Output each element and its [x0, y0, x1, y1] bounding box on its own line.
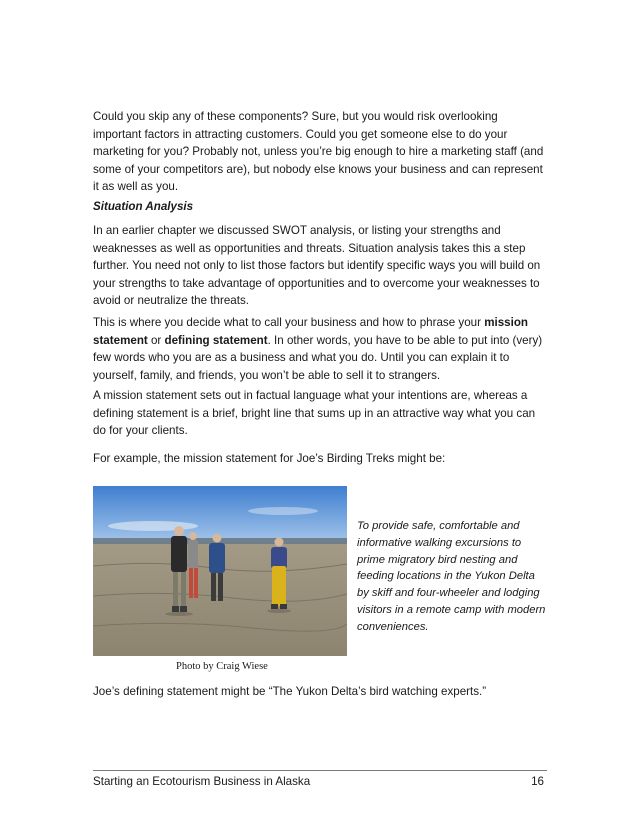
- situation-paragraph-3: A mission statement sets out in factual language what your intentions are, whereas a defining statement is a brief, bright line that sums up in an attractive way what you can do for your clients.: [93, 389, 536, 437]
- situation-paragraph-4: For example, the mission statement for Joe’s Birding Treks might be:: [93, 452, 446, 465]
- section-heading: Situation Analysis: [93, 200, 194, 213]
- birders-photo: [93, 486, 347, 656]
- situation-paragraph-2: [93, 314, 548, 384]
- mission-statement-quote: To provide safe, comfortable and informative walking excursions to prime migratory bird nesting and feeding locations in the Yukon Delta by skiff and four-wheeler and lodging visitors in a remote camp with modern conveniences.: [357, 520, 546, 633]
- page-number: 16: [531, 775, 544, 788]
- situation-paragraph-1: In an earlier chapter we discussed SWOT analysis, or listing your strengths and weaknesses as well as opportunities and threats. Situation analysis takes this a step further. You need not only to list those factors but identify specific ways you will build on your strengths to take advantage of opportunities and to overcome your weaknesses to avoid or neutralize the threats.: [93, 224, 541, 307]
- photo-caption: Photo by Craig Wiese: [176, 661, 268, 672]
- p2-text-c: or: [147, 333, 165, 347]
- person-figure-4: [271, 538, 287, 610]
- p2-text-d: . In other words, you have to be able to put into (very) few words who you are as a business and what you do. Until you can explain it to yourself, family, and friends, you won’t be able to sell it to strangers.: [93, 333, 543, 382]
- footer-divider: [93, 770, 547, 771]
- person-figure-2: [188, 532, 198, 598]
- defining-statement-term: defining statement: [164, 333, 268, 347]
- footer-title: Starting an Ecotourism Business in Alaska: [93, 775, 311, 788]
- mission-statement-term: mission statement: [93, 316, 528, 347]
- defining-statement-paragraph: Joe’s defining statement might be “The Yukon Delta’s bird watching experts.”: [93, 685, 487, 698]
- intro-paragraph: Could you skip any of these components? Sure, but you would risk overlooking important factors in attracting customers. Could you get someone else to do your marketing for you? Probably not, unless you’re big enough to hire a marketing staff (and some of your competitors are), but nobody else knows your business and can represent it as well as you.: [93, 110, 544, 193]
- p2-text-a: This is where you decide what to call your business and how to phrase your: [93, 316, 485, 329]
